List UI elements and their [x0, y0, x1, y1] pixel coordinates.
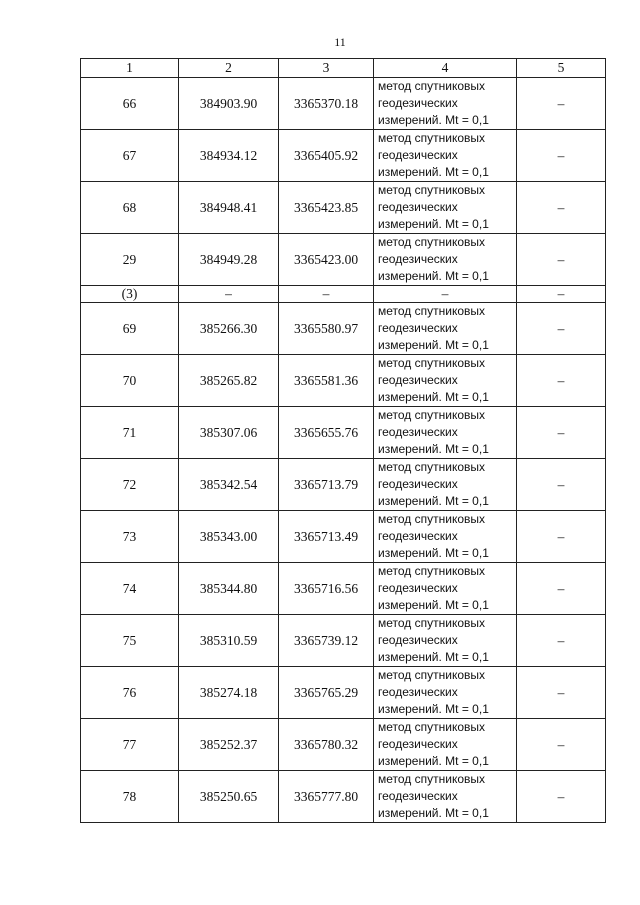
y-coordinate-cell: 3365713.79 [279, 459, 374, 511]
y-coordinate-cell: 3365713.49 [279, 511, 374, 563]
description-cell: – [517, 286, 606, 303]
point-number-cell: 29 [81, 234, 179, 286]
method-line: метод спутниковых [378, 79, 486, 93]
description-cell: – [517, 719, 606, 771]
table-row [81, 130, 606, 182]
point-number-cell: 76 [81, 667, 179, 719]
method-cell [374, 355, 517, 407]
method-line: метод спутниковых [378, 564, 486, 578]
table-row [81, 459, 606, 511]
method-cell [374, 511, 517, 563]
y-coordinate-cell: 3365370.18 [279, 78, 374, 130]
y-coordinate-cell: 3365780.32 [279, 719, 374, 771]
table-row [81, 511, 606, 563]
table-row [81, 182, 606, 234]
method-line: геодезических [378, 200, 458, 214]
table-row [81, 407, 606, 459]
x-coordinate-cell: 385274.18 [179, 667, 279, 719]
method-line: измерений. Mt = 0,1 [378, 338, 489, 352]
method-line: метод спутниковых [378, 131, 486, 145]
method-line: измерений. Mt = 0,1 [378, 165, 489, 179]
method-line: геодезических [378, 685, 458, 699]
method-line: измерений. Mt = 0,1 [378, 113, 489, 127]
method-line: геодезических [378, 477, 458, 491]
method-line: геодезических [378, 96, 458, 110]
method-line: метод спутниковых [378, 668, 486, 682]
method-line: геодезических [378, 737, 458, 751]
point-number-cell: 67 [81, 130, 179, 182]
method-line: измерений. Mt = 0,1 [378, 546, 489, 560]
method-cell [374, 459, 517, 511]
description-cell: – [517, 303, 606, 355]
point-number-cell: 77 [81, 719, 179, 771]
table-row [81, 615, 606, 667]
point-number-cell: 70 [81, 355, 179, 407]
point-number-cell: 68 [81, 182, 179, 234]
description-cell: – [517, 355, 606, 407]
method-line: метод спутниковых [378, 616, 486, 630]
y-coordinate-cell: 3365423.00 [279, 234, 374, 286]
x-coordinate-cell: 385266.30 [179, 303, 279, 355]
x-coordinate-cell: 385252.37 [179, 719, 279, 771]
description-cell: – [517, 511, 606, 563]
method-line: метод спутниковых [378, 720, 486, 734]
method-cell [374, 234, 517, 286]
point-number-cell: (3) [81, 286, 179, 303]
y-coordinate-cell: 3365765.29 [279, 667, 374, 719]
separator-row [81, 286, 606, 303]
method-cell [374, 719, 517, 771]
x-coordinate-cell: – [179, 286, 279, 303]
x-coordinate-cell: 385343.00 [179, 511, 279, 563]
method-cell [374, 667, 517, 719]
table-header [81, 59, 606, 78]
method-cell [374, 78, 517, 130]
header-cell-1: 1 [81, 59, 179, 78]
description-cell: – [517, 615, 606, 667]
method-line: измерений. Mt = 0,1 [378, 217, 489, 231]
point-number-cell: 74 [81, 563, 179, 615]
method-line: измерений. Mt = 0,1 [378, 754, 489, 768]
method-line: метод спутниковых [378, 408, 486, 422]
x-coordinate-cell: 384948.41 [179, 182, 279, 234]
method-line: измерений. Mt = 0,1 [378, 806, 489, 820]
method-cell [374, 407, 517, 459]
method-line: измерений. Mt = 0,1 [378, 494, 489, 508]
table-row [81, 563, 606, 615]
description-cell: – [517, 234, 606, 286]
table-row [81, 303, 606, 355]
method-line: геодезических [378, 252, 458, 266]
x-coordinate-cell: 385250.65 [179, 771, 279, 823]
description-cell: – [517, 667, 606, 719]
y-coordinate-cell: 3365580.97 [279, 303, 374, 355]
method-line: метод спутниковых [378, 235, 486, 249]
table-row [81, 719, 606, 771]
method-cell [374, 130, 517, 182]
x-coordinate-cell: 384903.90 [179, 78, 279, 130]
method-line: геодезических [378, 321, 458, 335]
page-number: 11 [334, 35, 346, 49]
table-row [81, 78, 606, 130]
x-coordinate-cell: 385342.54 [179, 459, 279, 511]
description-cell: – [517, 407, 606, 459]
method-line: геодезических [378, 425, 458, 439]
description-cell: – [517, 563, 606, 615]
table-row [81, 771, 606, 823]
description-cell: – [517, 130, 606, 182]
y-coordinate-cell: 3365423.85 [279, 182, 374, 234]
header-cell-2: 2 [179, 59, 279, 78]
method-line: геодезических [378, 148, 458, 162]
header-row [81, 59, 606, 78]
method-line: геодезических [378, 581, 458, 595]
method-cell [374, 303, 517, 355]
method-cell [374, 771, 517, 823]
y-coordinate-cell: 3365716.56 [279, 563, 374, 615]
table-row [81, 234, 606, 286]
method-line: метод спутниковых [378, 512, 486, 526]
method-line: измерений. Mt = 0,1 [378, 390, 489, 404]
description-cell: – [517, 78, 606, 130]
header-cell-4: 4 [374, 59, 517, 78]
x-coordinate-cell: 384949.28 [179, 234, 279, 286]
method-line: метод спутниковых [378, 772, 486, 786]
method-line: измерений. Mt = 0,1 [378, 442, 489, 456]
method-cell [374, 182, 517, 234]
y-coordinate-cell: 3365739.12 [279, 615, 374, 667]
method-line: измерений. Mt = 0,1 [378, 598, 489, 612]
y-coordinate-cell: 3365581.36 [279, 355, 374, 407]
method-line: измерений. Mt = 0,1 [378, 269, 489, 283]
x-coordinate-cell: 385265.82 [179, 355, 279, 407]
y-coordinate-cell: 3365655.76 [279, 407, 374, 459]
point-number-cell: 66 [81, 78, 179, 130]
method-cell [374, 563, 517, 615]
point-number-cell: 69 [81, 303, 179, 355]
point-number-cell: 72 [81, 459, 179, 511]
method-line: метод спутниковых [378, 183, 486, 197]
header-cell-5: 5 [517, 59, 606, 78]
point-number-cell: 71 [81, 407, 179, 459]
method-line: геодезических [378, 789, 458, 803]
table-row [81, 667, 606, 719]
description-cell: – [517, 182, 606, 234]
y-coordinate-cell: 3365777.80 [279, 771, 374, 823]
point-number-cell: 73 [81, 511, 179, 563]
method-line: геодезических [378, 529, 458, 543]
method-line: измерений. Mt = 0,1 [378, 650, 489, 664]
x-coordinate-cell: 385307.06 [179, 407, 279, 459]
method-cell: – [374, 286, 517, 303]
method-line: метод спутниковых [378, 356, 486, 370]
description-cell: – [517, 771, 606, 823]
x-coordinate-cell: 385344.80 [179, 563, 279, 615]
table-row [81, 355, 606, 407]
x-coordinate-cell: 385310.59 [179, 615, 279, 667]
y-coordinate-cell: 3365405.92 [279, 130, 374, 182]
method-line: метод спутниковых [378, 460, 486, 474]
method-line: измерений. Mt = 0,1 [378, 702, 489, 716]
x-coordinate-cell: 384934.12 [179, 130, 279, 182]
method-line: геодезических [378, 373, 458, 387]
y-coordinate-cell: – [279, 286, 374, 303]
table-body [81, 78, 606, 823]
coordinates-table [80, 58, 606, 823]
point-number-cell: 75 [81, 615, 179, 667]
method-line: метод спутниковых [378, 304, 486, 318]
method-line: геодезических [378, 633, 458, 647]
method-cell [374, 615, 517, 667]
header-cell-3: 3 [279, 59, 374, 78]
point-number-cell: 78 [81, 771, 179, 823]
description-cell: – [517, 459, 606, 511]
